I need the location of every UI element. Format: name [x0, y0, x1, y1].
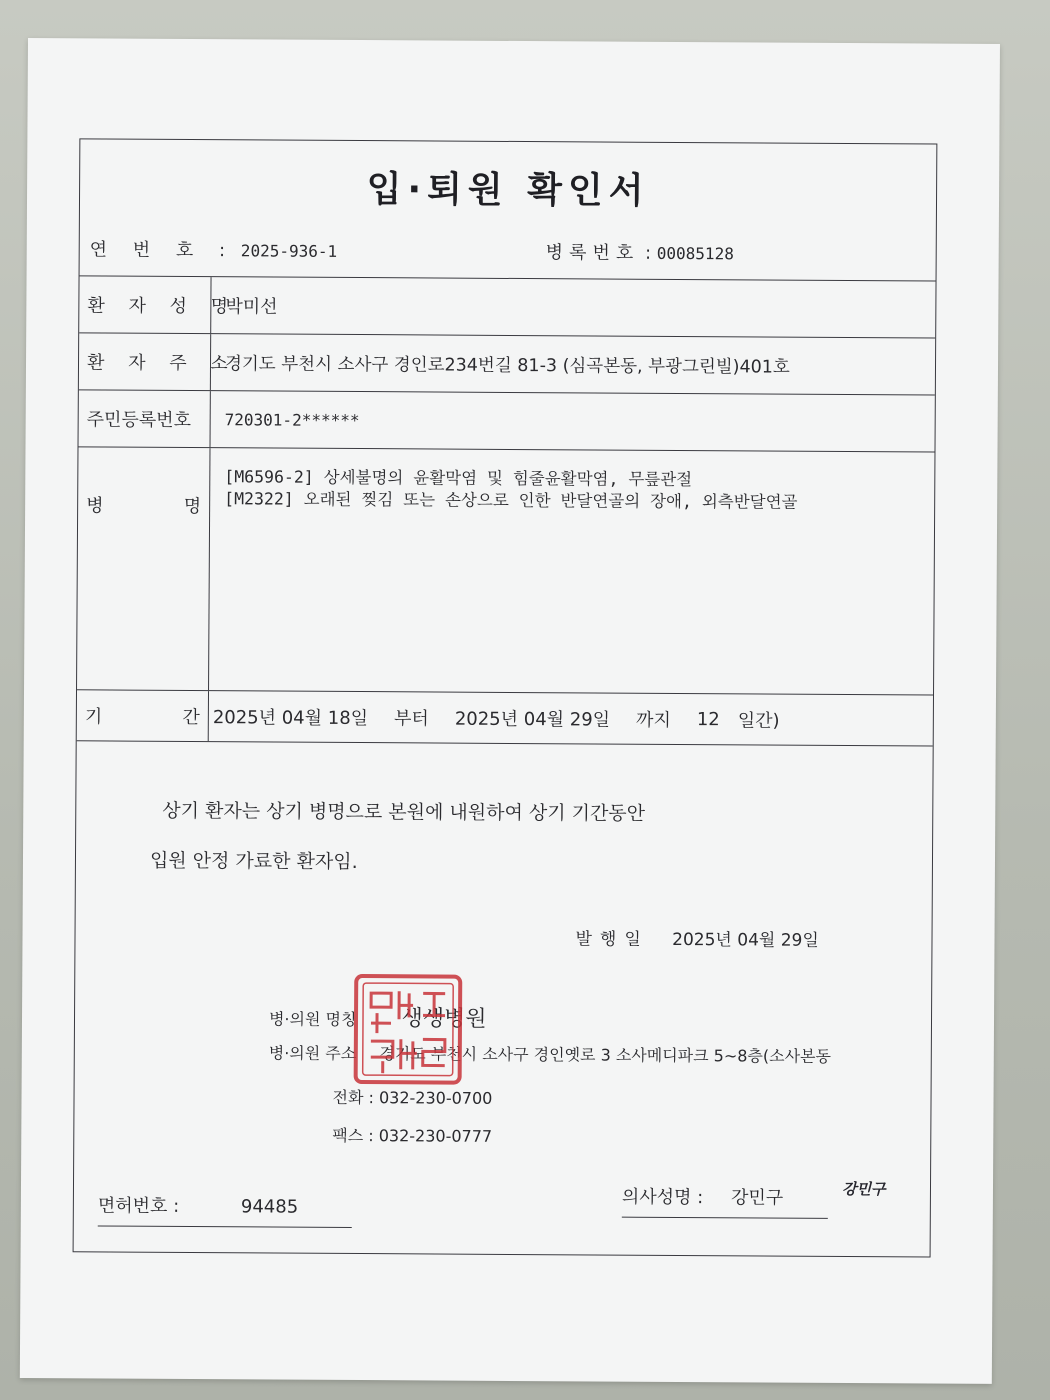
patient-address-value: 경기도 부천시 소사구 경인로234번길 81-3 (심곡본동, 부광그린빌)401호 [224, 353, 790, 378]
diagnosis-label [77, 447, 210, 690]
diagnosis-label-right: 명 [183, 495, 202, 518]
hospital-name-label: 병·의원 명칭 [268, 1009, 357, 1030]
period-label-left: 기 [84, 706, 103, 728]
issue-date-value: 2025년 04월 29일 [672, 929, 819, 951]
serial-number [90, 235, 338, 263]
hospital-address-label: 병·의원 주소 [268, 1043, 357, 1064]
certificate-frame [73, 138, 938, 1257]
record-number-label: 병록번호 [545, 242, 640, 264]
certificate-paper [20, 38, 1000, 1384]
statement-line-1: 상기 환자는 상기 병명으로 본원에 내원하여 상기 기간동안 [162, 799, 646, 825]
period-label [77, 690, 209, 741]
patient-info-table [77, 275, 936, 746]
record-number-sep: : [644, 242, 652, 264]
document-title: 입·퇴원 확인서 [366, 169, 650, 212]
issue-date-label: 발행일 [575, 929, 649, 950]
doctor-name-value: 강민구 [730, 1187, 784, 1209]
hospital-fax: 팩스 : 032-230-0777 [332, 1125, 493, 1146]
row-resident-number [79, 390, 935, 452]
serial-number-label: 연 번 호 : [89, 239, 236, 262]
hospital-seal-icon [353, 973, 464, 1086]
hospital-address-value: 경기도 부천시 소사구 경인옛로 3 소사메디파크 5~8층(소사본동 [379, 1044, 832, 1066]
period-value [209, 691, 933, 745]
doctor-name-label: 의사성명 : [621, 1186, 704, 1209]
period-to: 까지 [636, 709, 671, 731]
diagnosis-value [209, 448, 934, 694]
doctor-signature: 강민구 [841, 1179, 886, 1199]
row-period [77, 690, 933, 746]
doctor-name [622, 1183, 828, 1219]
period-label-right: 간 [182, 706, 200, 729]
period-start: 2025년 04월 18일 [212, 707, 369, 730]
diagnosis-line: [M6596-2] 상세불명의 윤활막염 및 힘줄윤활막염, 무릎관절 [224, 467, 693, 490]
patient-name-value: 박미선 [225, 296, 278, 318]
patient-name-label: 환 자 성 명 [79, 276, 211, 333]
period-days-suffix: 일간) [737, 710, 780, 732]
license-number-value: 94485 [240, 1196, 299, 1218]
patient-address-label: 환 자 주 소 [79, 333, 211, 390]
statement-line-2: 입원 안정 가료한 환자임. [149, 849, 358, 874]
license-number [98, 1191, 352, 1228]
license-number-label: 면허번호 : [97, 1195, 180, 1217]
hospital-name-value: 생생병원 [401, 1006, 487, 1032]
serial-number-value: 2025-936-1 [240, 241, 338, 261]
record-number-value: 00085128 [656, 243, 734, 264]
record-number [546, 238, 734, 265]
period-days: 12 [696, 708, 720, 730]
resident-number-label: 주민등록번호 [79, 390, 211, 447]
issue-date [575, 924, 818, 950]
resident-number-value: 720301-2****** [224, 409, 360, 430]
period-from: 부터 [394, 708, 429, 730]
row-diagnosis [77, 447, 934, 695]
diagnosis-label-left: 병 [86, 495, 104, 517]
diagnosis-line: [M2322] 오래된 찢김 또는 손상으로 인한 반달연골의 장애, 외측반달연골 [224, 489, 798, 512]
period-end: 2025년 04월 29일 [454, 708, 611, 731]
row-patient-name [79, 276, 935, 338]
row-patient-address [79, 333, 935, 395]
hospital-phone: 전화 : 032-230-0700 [332, 1087, 493, 1108]
